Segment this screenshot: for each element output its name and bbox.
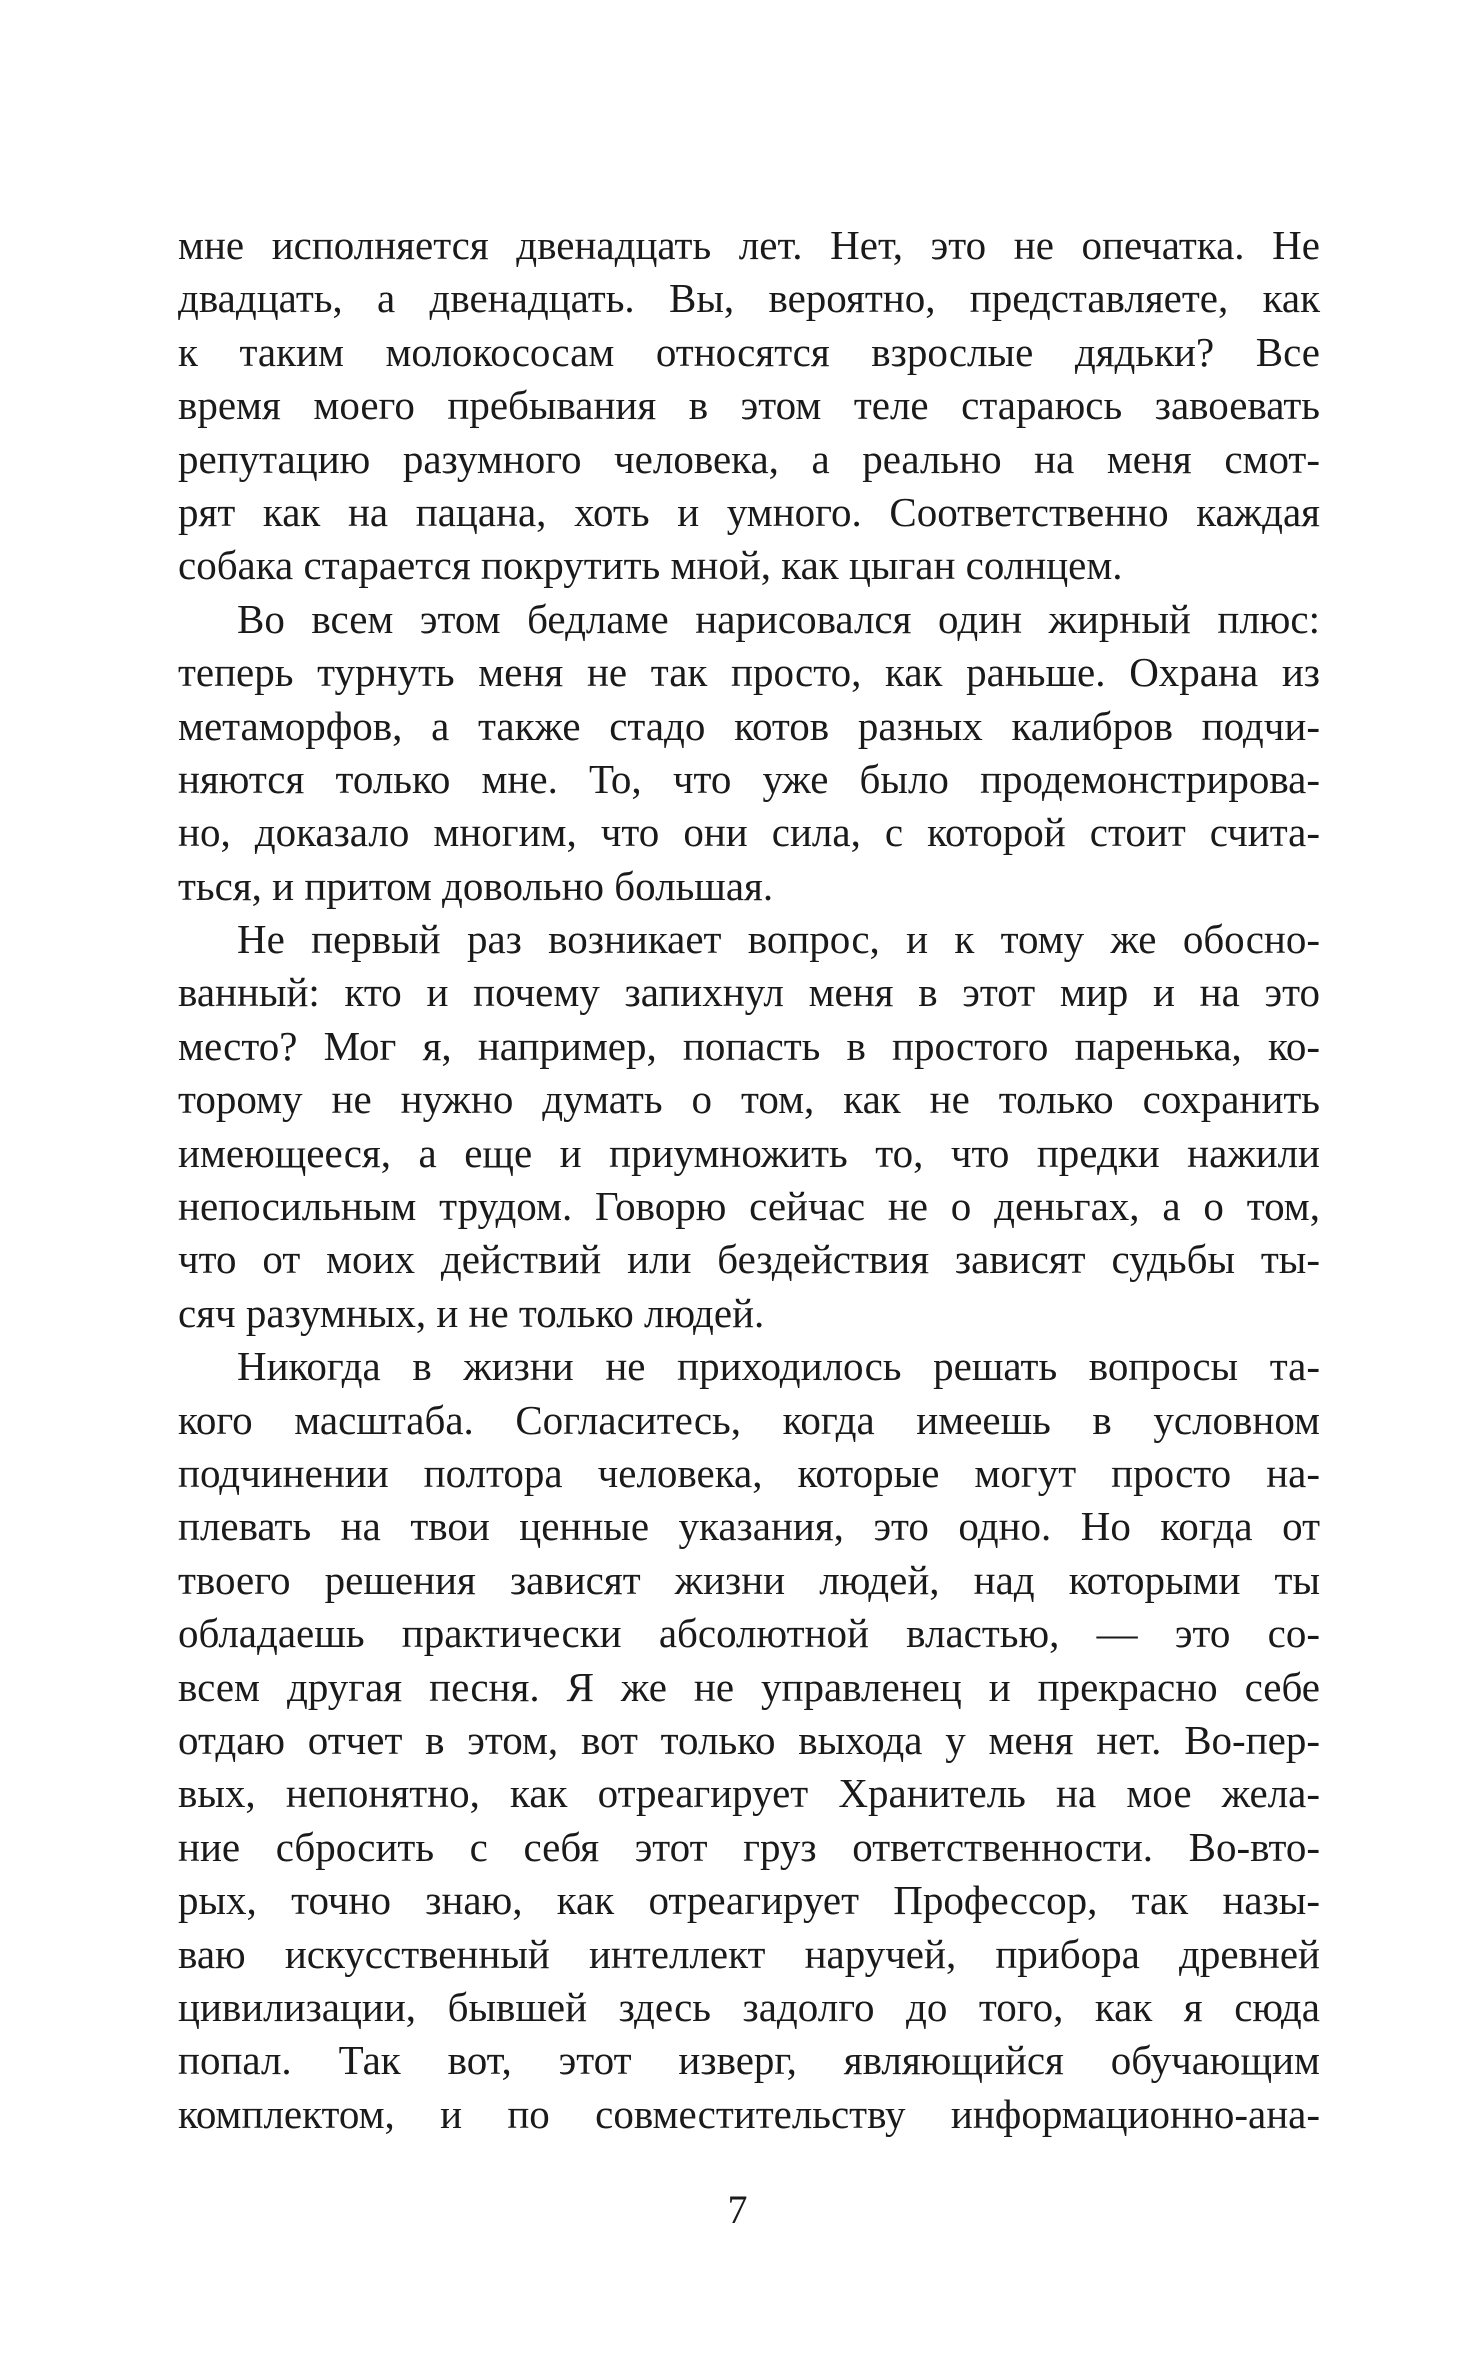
text-line: но, доказало многим, что они сила, с которой стоит счита-: [178, 809, 1320, 856]
text-line: ние сбросить с себя этот груз ответственности. Во-вто-: [178, 1823, 1320, 1870]
text-line: рых, точно знаю, как отреагирует Профессор, так назы-: [178, 1877, 1320, 1924]
text-line: время моего пребывания в этом теле стараюсь завоевать: [178, 382, 1320, 429]
body-text: [178, 219, 1320, 2141]
text-line: двадцать, а двенадцать. Вы, вероятно, представляете, как: [178, 275, 1320, 322]
text-line: всем другая песня. Я же не управленец и прекрасно себе: [178, 1663, 1320, 1710]
text-line: репутацию разумного человека, а реально на меня смот-: [178, 435, 1320, 482]
text-line: ваю искусственный интеллект наручей, прибора древней: [178, 1930, 1320, 1977]
paragraph: [178, 913, 1320, 1340]
text-line: сяч разумных, и не только людей.: [178, 1289, 765, 1336]
text-line: комплектом, и по совместительству информационно-ана-: [178, 2090, 1320, 2137]
page-number: 7: [727, 2187, 748, 2232]
text-line: что от моих действий или бездействия зависят судьбы ты-: [178, 1236, 1320, 1283]
paragraph: [178, 1340, 1320, 2141]
text-line: Никогда в жизни не приходилось решать вопросы та-: [237, 1343, 1320, 1390]
text-line: попал. Так вот, этот изверг, являющийся обучающим: [178, 2037, 1320, 2084]
text-line: обладаешь практически абсолютной властью, — это со-: [178, 1610, 1320, 1657]
text-line: отдаю отчет в этом, вот только выхода у меня нет. Во-пер-: [178, 1716, 1320, 1763]
text-line: место? Мог я, например, попасть в простого паренька, ко-: [178, 1022, 1320, 1069]
paragraph: [178, 219, 1320, 593]
text-line: метаморфов, а также стадо котов разных калибров подчи-: [178, 702, 1320, 749]
text-line: цивилизации, бывшей здесь задолго до того, как я сюда: [178, 1983, 1320, 2030]
paragraph: [178, 593, 1320, 913]
text-line: ться, и притом довольно большая.: [178, 862, 774, 909]
text-line: Во всем этом бедламе нарисовался один жирный плюс:: [237, 595, 1320, 642]
text-line: рят как на пацана, хоть и умного. Соответственно каждая: [178, 488, 1320, 535]
text-line: теперь турнуть меня не так просто, как раньше. Охрана из: [178, 649, 1320, 696]
text-line: вых, непонятно, как отреагирует Хранитель на мое жела-: [178, 1770, 1320, 1817]
text-line: твоего решения зависят жизни людей, над которыми ты: [178, 1556, 1320, 1603]
text-line: подчинении полтора человека, которые могут просто на-: [178, 1449, 1320, 1496]
text-line: няются только мне. То, что уже было продемонстрирова-: [178, 755, 1320, 802]
text-line: Не первый раз возникает вопрос, и к тому же обосно-: [237, 916, 1320, 963]
text-line: торому не нужно думать о том, как не только сохранить: [178, 1076, 1320, 1123]
text-line: ванный: кто и почему запихнул меня в этот мир и на это: [178, 969, 1320, 1016]
text-line: мне исполняется двенадцать лет. Нет, это не опечатка. Не: [178, 222, 1320, 268]
text-line: собака старается покрутить мной, как цыган солнцем.: [178, 542, 1123, 589]
text-line: к таким молокососам относятся взрослые дядьки? Все: [178, 328, 1320, 375]
text-line: имеющееся, а еще и приумножить то, что предки нажили: [178, 1129, 1320, 1176]
text-line: кого масштаба. Согласитесь, когда имеешь в условном: [178, 1396, 1320, 1443]
text-line: непосильным трудом. Говорю сейчас не о деньгах, а о том,: [178, 1183, 1320, 1230]
text-line: плевать на твои ценные указания, это одно. Но когда от: [178, 1503, 1320, 1550]
